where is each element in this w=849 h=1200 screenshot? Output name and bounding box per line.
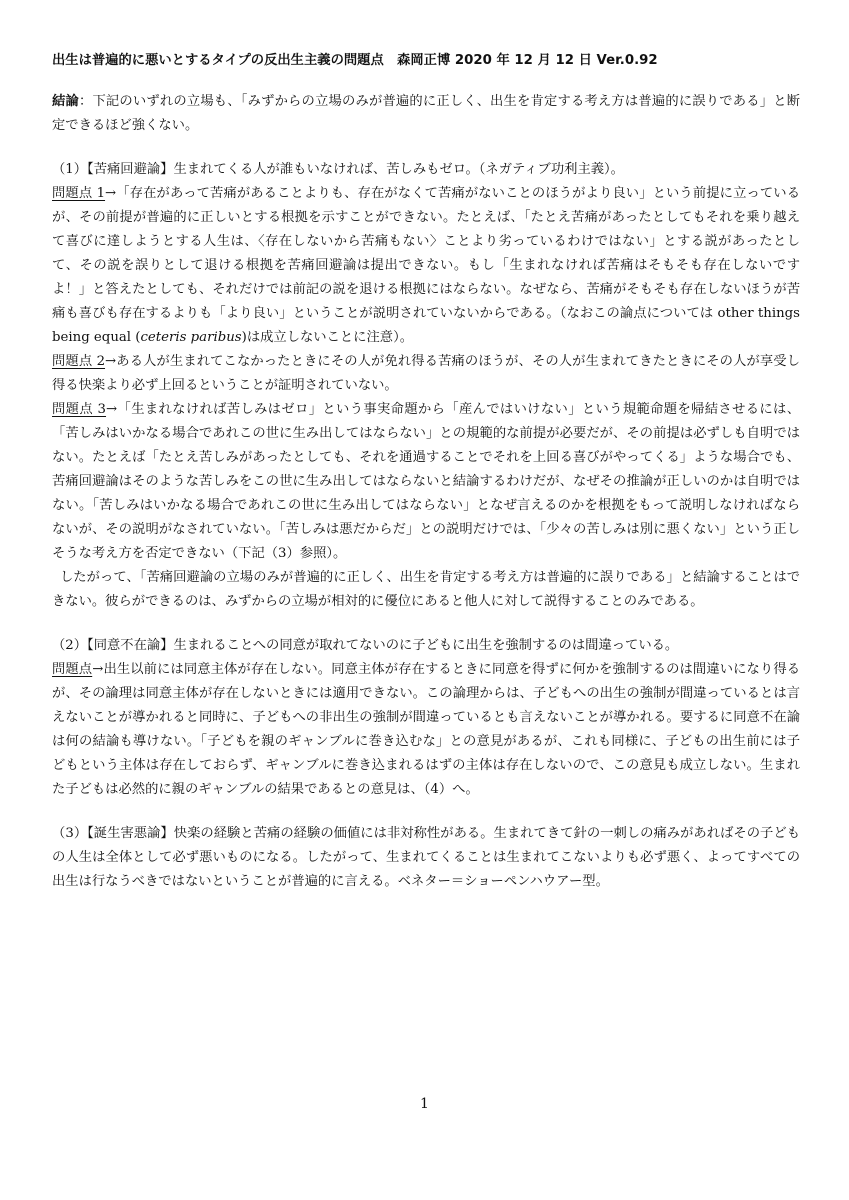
- page-number: 1: [420, 1096, 429, 1112]
- section2-heading: （2）【同意不在論】生まれることへの同意が取れてないのに子どもに出生を強制するのは間違っている。: [52, 638, 679, 653]
- section1-problem2: [52, 350, 800, 398]
- problem2-text: →ある人が生まれてこなかったときにその人が免れ得る苦痛のほうが、その人が生まれてきたときにその人が享受し得る快楽より必ず上回るということが証明されていない。: [52, 354, 801, 393]
- conclusion-paragraph: [52, 90, 800, 138]
- problem1-label: 問題点 1: [52, 186, 106, 201]
- conclusion-text: ：下記のいずれの立場も、「みずからの立場のみが普遍的に正しく、出生を肯定する考え方は普遍的に誤りである」と断定できるほど強くない。: [52, 94, 800, 133]
- problem3-text: →「生まれなければ苦しみはゼロ」という事実命題から「産んではいけない」という規範命題を帰結させるには、「苦しみはいかなる場合であれこの世に生み出してはならない」との規範的な前提が必要だが、その前提は必ずしも自明ではない。たとえば「たとえ苦しみがあったとしても、それを通過することでそれを上回る喜びがやってくる」ような場合でも、苦痛回避論はそのような苦しみをこの世に生み出してはならないと結論するわけだが、なぜその推論が正しいのかは自明ではない。「苦しみはいかなる場合であれこの世に生み出してはならない」となぜ言えるのかを根拠をもって説明しなければならないが、その説明がなされていない。「苦しみは悪だからだ」との説明だけでは、「少々の苦しみは別に悪くない」という正しそうな考え方を否定できない（下記（3）参照）。: [52, 402, 801, 561]
- section2-problem: [52, 658, 800, 802]
- problem2-label: 問題点 2: [52, 354, 106, 369]
- section1-problem1: [52, 182, 800, 350]
- section3-heading: （3）【誕生害悪論】快楽の経験と苦痛の経験の価値には非対称性がある。生まれてきて針の一刺しの痛みがあればその子どもの人生は全体として必ず悪いものになる。したがって、生まれてくることは生まれてこないよりも必ず悪く、よってすべての出生は行なうべきではないということが普遍的に言える。ベネター＝ショーペンハウアー型。: [52, 826, 800, 889]
- document-title: 出生は普遍的に悪いとするタイプの反出生主義の問題点 森岡正博 2020 年 12 月 12 日 Ver.0.92: [52, 53, 658, 68]
- conclusion-label: 結論: [52, 94, 79, 109]
- section1-summary: したがって、「苦痛回避論の立場のみが普遍的に正しく、出生を肯定する考え方は普遍的に誤りである」と結論することはできない。彼らができるのは、みずからの立場が相対的に優位にあると他人に対して説得することのみである。: [52, 570, 800, 609]
- problem1-tail: )は成立しないことに注意）。: [241, 330, 414, 345]
- section1-problem3: [52, 398, 800, 566]
- document-page: [52, 50, 800, 894]
- problem1-italic: ceteris paribus: [140, 330, 242, 345]
- section1-heading: （1）【苦痛回避論】生まれてくる人が誰もいなければ、苦しみもゼロ。（ネガティブ功利主義）。: [52, 162, 624, 177]
- problem1-text: →「存在があって苦痛があることよりも、存在がなくて苦痛がないことのほうがより良い」という前提に立っているが、その前提が普遍的に正しいとする根拠を示すことができない。たとえば、「たとえ苦痛があったとしてもそれを乗り越えて喜びに達しようとする人生は、〈存在しないから苦痛もない〉ことより劣っているわけではない」とする説があったとして、その説を誤りとして退ける根拠を苦痛回避論は提出できない。もし「生まれなければ苦痛はそもそも存在しないですよ！」と答えたとしても、それだけでは前記の説を退ける根拠にはならない。なぜなら、苦痛がそもそも存在しないほうが苦痛も喜びも存在するよりも「より良い」ということが説明されていないからである。（なおこの論点については other things being equal (: [52, 186, 801, 345]
- section2-problem-label: 問題点: [52, 662, 93, 677]
- problem3-label: 問題点 3: [52, 402, 107, 417]
- section2-problem-text: →出生以前には同意主体が存在しない。同意主体が存在するときに同意を得ずに何かを強制するのは間違いになり得るが、その論理は同意主体が存在しないときには適用できない。この論理からは、子どもへの出生の強制が間違っているとは言えないことが導かれると同時に、子どもへの非出生の強制が間違っているとも言えないことが導かれる。要するに同意不在論は何の結論も導けない。「子どもを親のギャンブルに巻き込むな」との意見があるが、これも同様に、子どもの出生前には子どもという主体は存在しておらず、ギャンブルに巻き込まれるはずの主体は存在しないので、この意見も成立しない。生まれた子どもは必然的に親のギャンブルの結果であるとの意見は、（4）へ。: [52, 662, 801, 797]
